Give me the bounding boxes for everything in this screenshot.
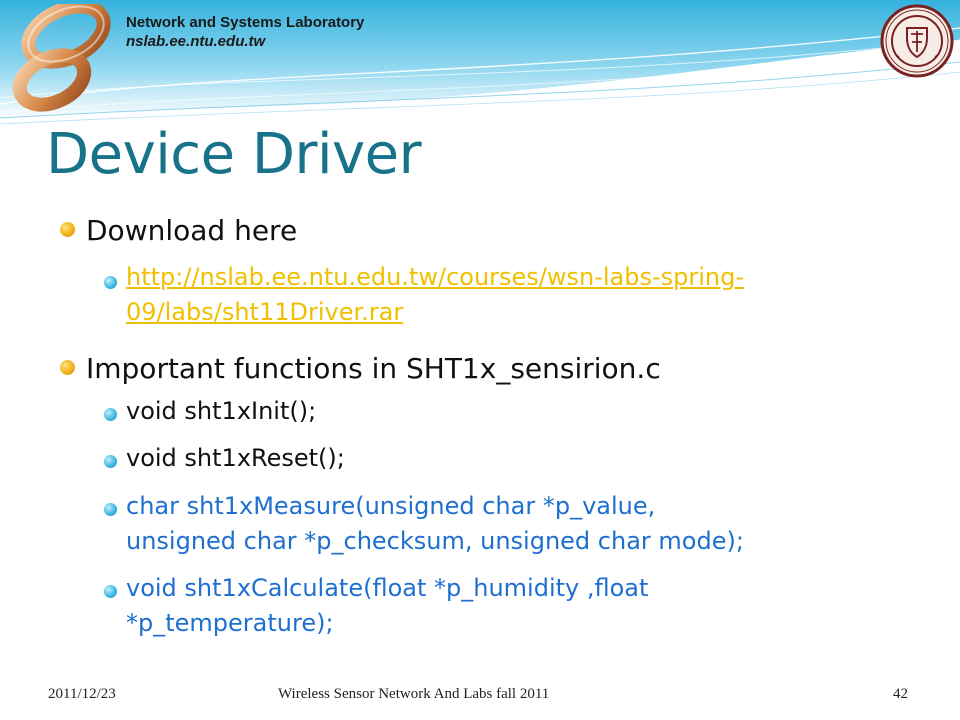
ntu-seal-icon — [880, 4, 954, 78]
bullet-icon — [104, 276, 117, 289]
function-calculate — [126, 571, 926, 641]
bullet-important-functions: Important functions in SHT1x_sensirion.c — [86, 352, 661, 385]
bullet-download: Download here — [86, 214, 298, 247]
function-init: void sht1xInit(); — [126, 397, 317, 425]
function-calculate-line2: *p_temperature); — [126, 609, 334, 637]
function-measure-line2: unsigned char *p_checksum, unsigned char mode); — [126, 527, 744, 555]
bullet-icon — [104, 503, 117, 516]
footer-date: 2011/12/23 — [48, 686, 116, 702]
function-calculate-line1: void sht1xCalculate(float *p_humidity ,float — [126, 574, 649, 602]
function-measure — [126, 489, 926, 559]
bullet-icon — [104, 455, 117, 468]
function-measure-line1: char sht1xMeasure(unsigned char *p_value, — [126, 492, 656, 520]
footer-course: Wireless Sensor Network And Labs fall 2011 — [278, 686, 550, 702]
bullet-icon — [60, 222, 75, 237]
lab-name: Network and Systems Laboratory — [126, 14, 365, 31]
nslab-logo-icon — [8, 4, 118, 116]
footer-page-number: 42 — [893, 686, 908, 702]
function-reset: void sht1xReset(); — [126, 444, 345, 472]
slide-title: Device Driver — [46, 122, 422, 187]
download-link-line2[interactable]: 09/labs/sht11Driver.rar — [126, 298, 404, 326]
download-link[interactable] — [126, 260, 926, 330]
lab-url: nslab.ee.ntu.edu.tw — [126, 33, 266, 50]
bullet-icon — [104, 585, 117, 598]
bullet-icon — [104, 408, 117, 421]
download-link-line1[interactable]: http://nslab.ee.ntu.edu.tw/courses/wsn-labs-spring- — [126, 263, 745, 291]
bullet-icon — [60, 360, 75, 375]
